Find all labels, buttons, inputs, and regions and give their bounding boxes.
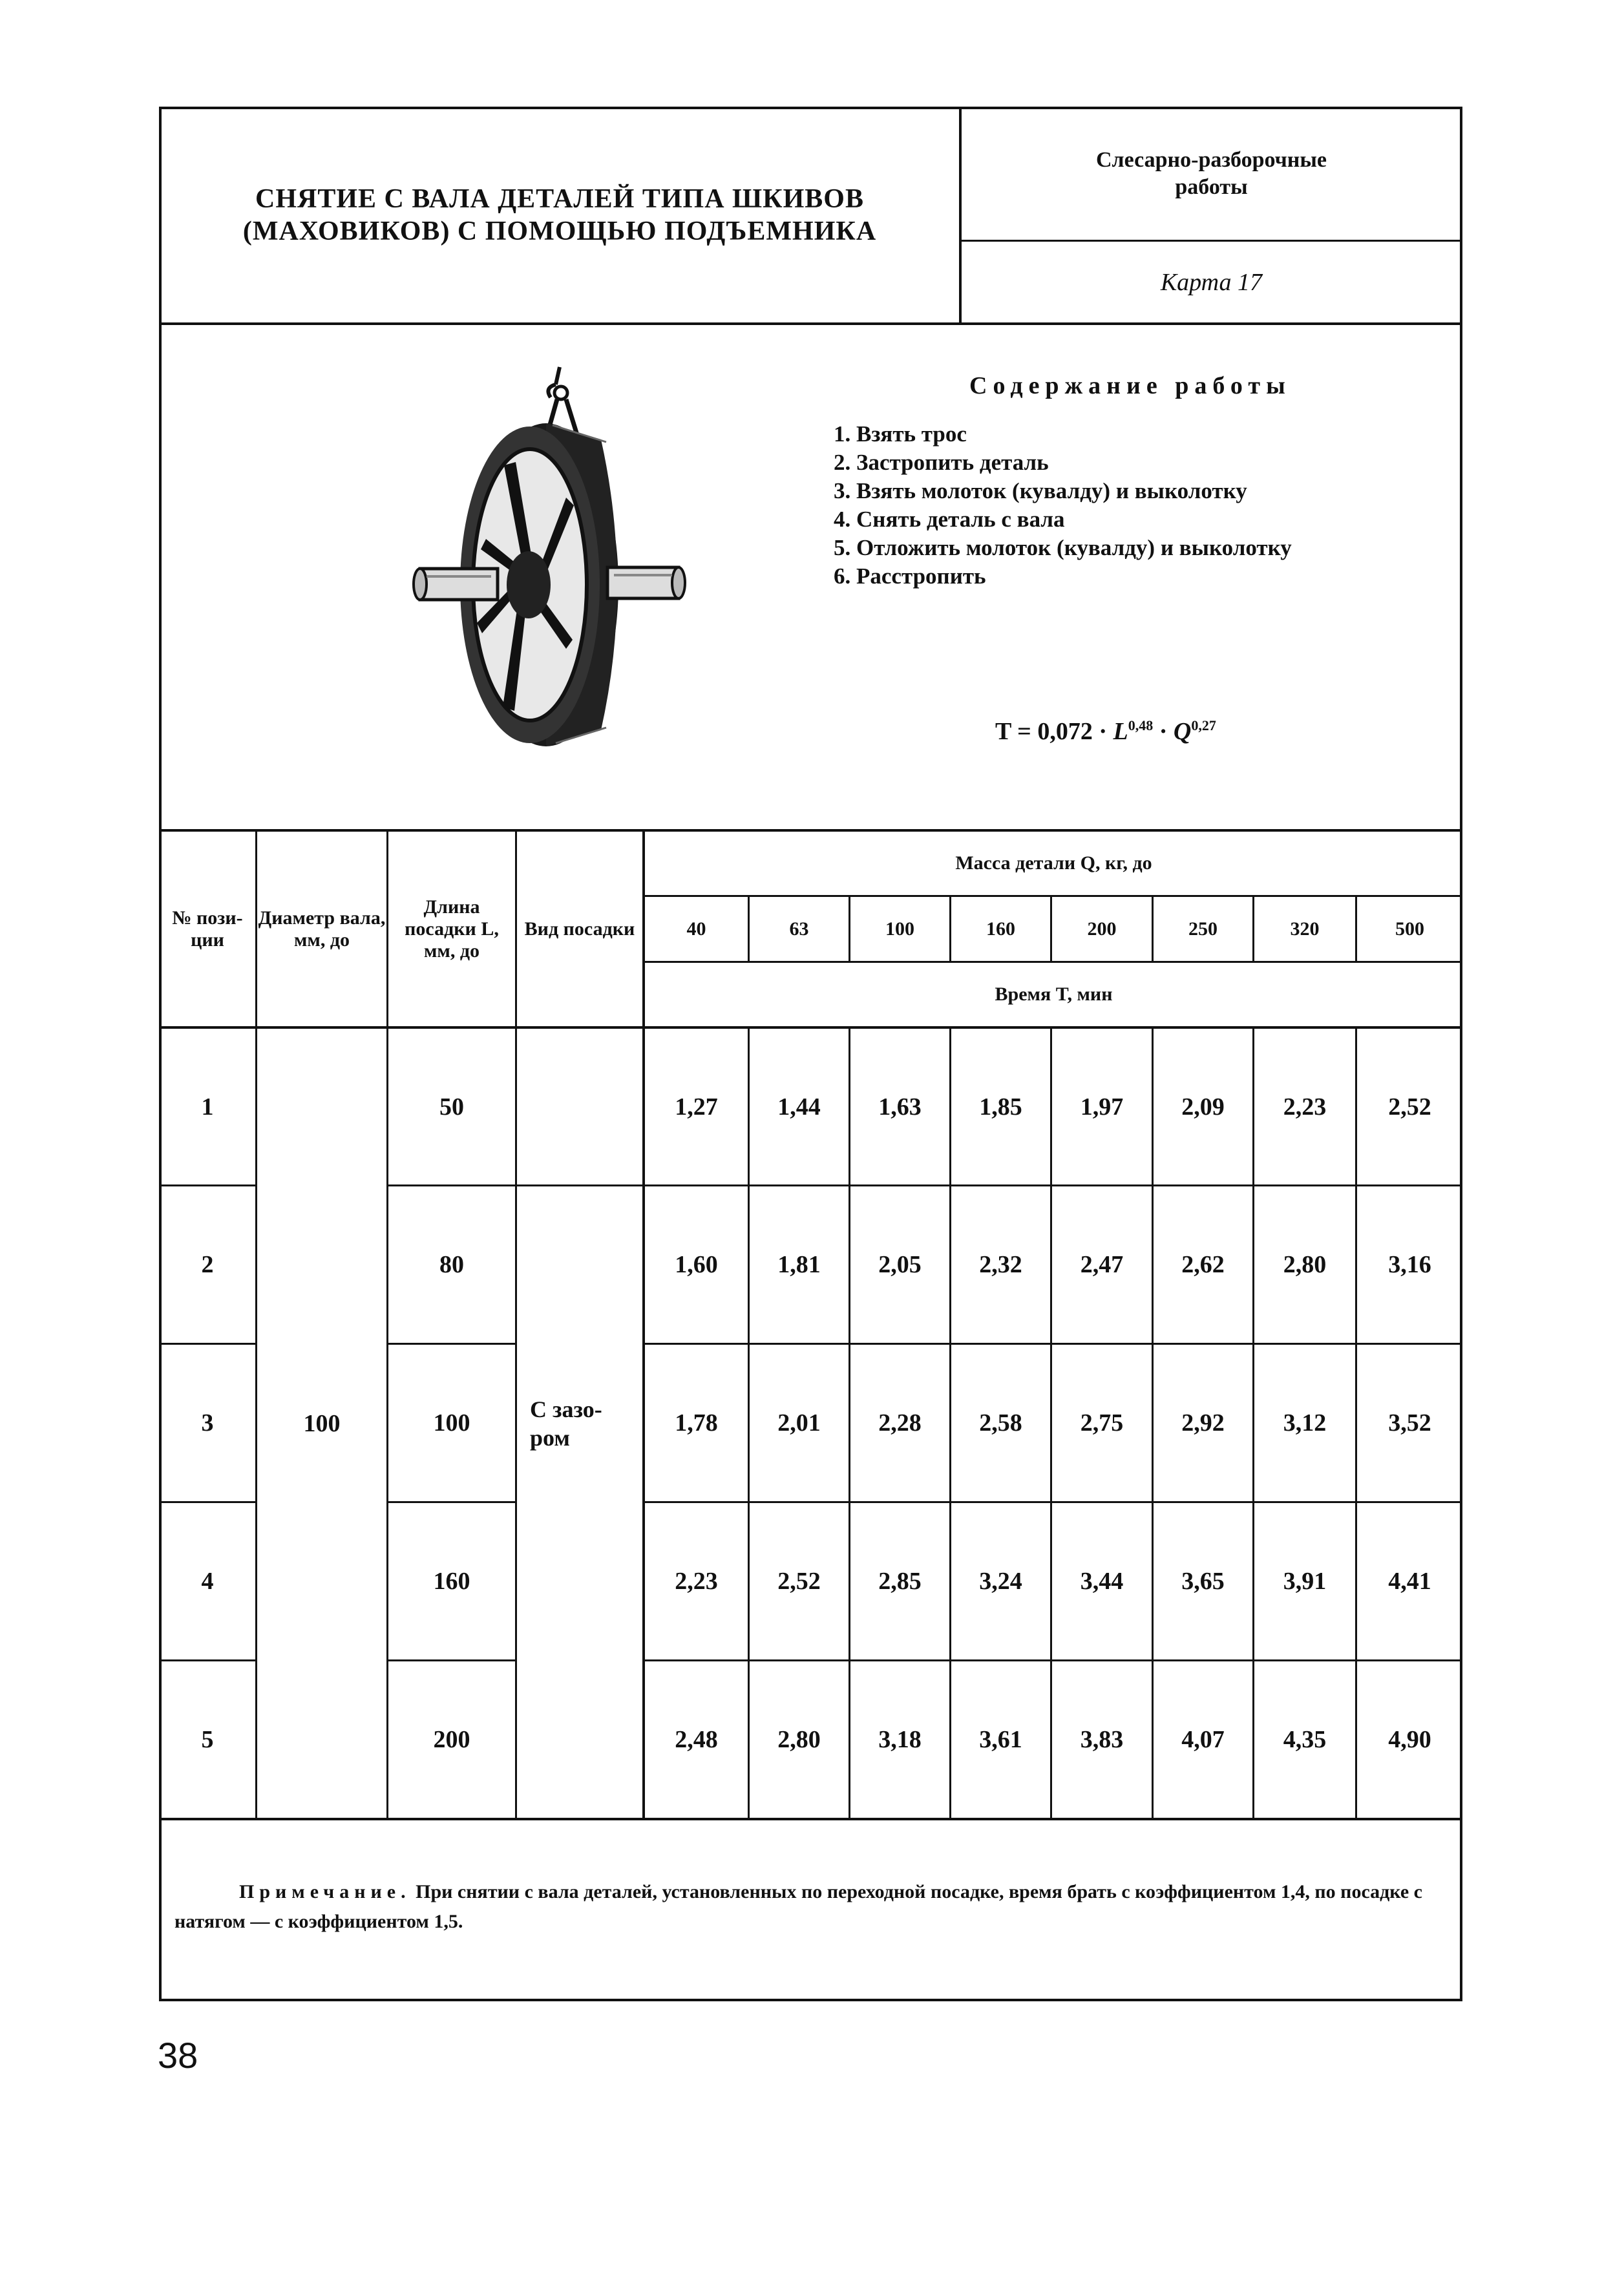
time-cell: 3,44: [1080, 1568, 1124, 1595]
length-cell: 50: [439, 1093, 464, 1121]
time-cell: 2,09: [1181, 1093, 1225, 1121]
time-cell: 3,52: [1388, 1409, 1431, 1437]
work-type-line-2: работы: [1175, 175, 1248, 199]
time-cell: 2,75: [1080, 1409, 1124, 1437]
time-cell: 2,01: [777, 1409, 821, 1437]
fit-type-line-2: ром: [530, 1424, 570, 1451]
mass-value: 320: [1290, 918, 1320, 940]
note-text: При снятии с вала деталей, установленных по переходной посадке, время брать с коэффициентом 1,4, по посадке с натягом — с коэффициентом 1,5.: [174, 1881, 1422, 1932]
time-cell: 2,05: [878, 1251, 922, 1278]
time-cell: 1,81: [777, 1251, 821, 1278]
time-cell: 1,63: [878, 1093, 922, 1121]
time-cell: 3,83: [1080, 1726, 1124, 1753]
list-item: 1. Взять трос: [834, 421, 967, 447]
pulley-on-shaft-with-hoist-icon: [401, 362, 724, 750]
diameter-cell: 100: [303, 1409, 341, 1437]
time-cell: 3,12: [1283, 1409, 1327, 1437]
time-cell: 2,28: [878, 1409, 922, 1437]
time-cell: 3,18: [878, 1726, 922, 1753]
mass-value: 200: [1087, 918, 1117, 940]
position-cell: 1: [201, 1093, 214, 1121]
mass-value: 250: [1188, 918, 1218, 940]
time-cell: 2,92: [1181, 1409, 1225, 1437]
list-item: 6. Расстропить: [834, 563, 986, 589]
time-cell: 2,80: [1283, 1251, 1327, 1278]
time-cell: 4,90: [1388, 1726, 1431, 1753]
time-cell: 1,85: [979, 1093, 1022, 1121]
time-cell: 3,24: [979, 1568, 1022, 1595]
work-steps-list: [834, 420, 1292, 591]
table-bottom-line: [159, 1818, 1462, 1820]
list-item: 3. Взять молоток (кувалду) и выколотку: [834, 478, 1247, 503]
time-cell: 2,58: [979, 1409, 1022, 1437]
col-header-position: № пози- ции: [172, 907, 243, 951]
note-label: Примечание.: [239, 1881, 411, 1902]
work-type: [960, 107, 1462, 241]
list-item: 4. Снять деталь с вала: [834, 507, 1065, 532]
formula-lhs: T = 0,072 ·: [995, 718, 1107, 745]
mass-value: 100: [885, 918, 914, 940]
time-cell: 3,16: [1388, 1251, 1431, 1278]
time-cell: 2,52: [777, 1568, 821, 1595]
formula-exp-q: 0,27: [1191, 717, 1216, 733]
mass-header: Масса детали Q, кг, до: [955, 852, 1152, 874]
mass-value: 63: [789, 918, 809, 940]
time-cell: 3,61: [979, 1726, 1022, 1753]
time-header: Время T, мин: [995, 983, 1113, 1005]
mass-value: 40: [686, 918, 706, 940]
time-cell: 1,44: [777, 1093, 821, 1121]
card-title: [159, 107, 960, 324]
formula-exp-l: 0,48: [1128, 717, 1154, 733]
work-type-line-1: Слесарно-разборочные: [1095, 148, 1327, 172]
time-cell: 2,52: [1388, 1093, 1431, 1121]
title-line-1: СНЯТИЕ С ВАЛА ДЕТАЛЕЙ ТИПА ШКИВОВ: [255, 184, 864, 214]
col-header-fit: Вид посадки: [524, 918, 635, 940]
time-cell: 4,07: [1181, 1726, 1225, 1753]
time-cell: 2,62: [1181, 1251, 1225, 1278]
length-cell: 100: [433, 1409, 470, 1437]
mass-value: 160: [986, 918, 1015, 940]
time-formula: [995, 717, 1216, 746]
mass-value: 500: [1395, 918, 1424, 940]
col-header-length: Длина посадки L, мм, до: [405, 896, 499, 962]
position-cell: 3: [201, 1409, 214, 1437]
length-cell: 80: [439, 1251, 464, 1278]
time-cell: 2,23: [675, 1568, 718, 1595]
work-content-heading: Содержание работы: [969, 372, 1291, 399]
position-cell: 5: [201, 1726, 214, 1753]
length-cell: 200: [433, 1726, 470, 1753]
time-cell: 4,35: [1283, 1726, 1327, 1753]
time-cell: 3,91: [1283, 1568, 1327, 1595]
fit-type-cell: [517, 1029, 642, 1818]
formula-var-l: L: [1113, 718, 1128, 745]
time-cell: 2,47: [1080, 1251, 1124, 1278]
page-number: 38: [158, 2035, 198, 2076]
time-cell: 4,41: [1388, 1568, 1431, 1595]
time-cell: 1,97: [1080, 1093, 1124, 1121]
time-cell: 3,65: [1181, 1568, 1225, 1595]
list-item: 5. Отложить молоток (кувалду) и выколотку: [834, 535, 1292, 560]
time-cell: 1,27: [675, 1093, 718, 1121]
col-header-diameter: Диаметр вала, мм, до: [258, 907, 386, 951]
list-item: 2. Застропить деталь: [834, 450, 1049, 475]
length-cell: 160: [433, 1568, 470, 1595]
card-number: Карта 17: [1160, 269, 1263, 296]
title-line-2: (МАХОВИКОВ) С ПОМОЩЬЮ ПОДЪЕМНИКА: [242, 216, 877, 246]
time-cell: 2,80: [777, 1726, 821, 1753]
formula-dot: ·: [1159, 718, 1168, 745]
time-cell: 1,60: [675, 1251, 718, 1278]
formula-var-q: Q: [1173, 718, 1192, 745]
time-cell: 1,78: [675, 1409, 718, 1437]
time-cell: 2,85: [878, 1568, 922, 1595]
note: [174, 1877, 1451, 1937]
time-cell: 2,23: [1283, 1093, 1327, 1121]
time-cell: 2,48: [675, 1726, 718, 1753]
time-cell: 2,32: [979, 1251, 1022, 1278]
position-cell: 2: [201, 1251, 214, 1278]
position-cell: 4: [201, 1568, 214, 1595]
fit-type-line-1: С зазо-: [530, 1396, 602, 1422]
